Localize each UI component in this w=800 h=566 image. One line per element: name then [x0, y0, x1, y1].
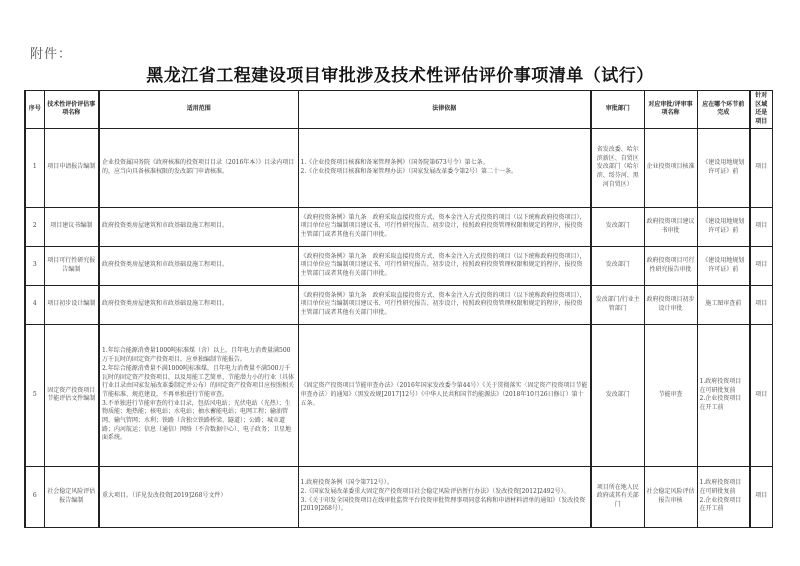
header-stage: 应在哪个环节前完成 [697, 91, 750, 129]
cell-stage: 《建设用地规划许可证》前 [697, 246, 750, 285]
stage-line: 2.企业投资项目在开工前 [699, 496, 742, 513]
scope-line: 3.不单独进行节能审查的行业目录，包括风电站；光伏电站（光热）；生物质能；地热能；核电站；水电站；抽水蓄能电站；电网工程；输油管网、输气管网；水利；铁路（含独立铁路桥梁、隧道）；公路；城市道路；内河航运；信息（通信）网络（不含数据中心）、电子政务；卫星地面系统。 [102, 399, 292, 442]
cell-related-approval: 政府投资项目可行性研究报告审批 [644, 246, 697, 285]
cell-target: 项目 [750, 207, 772, 246]
cell-scope: 政府投资类房屋建筑和市政基础设施工程项目。 [99, 285, 298, 324]
cell-legal-basis [298, 324, 591, 466]
header-approval-dept: 审批部门 [591, 91, 644, 129]
cell-related-approval: 社会稳定风险评估报告审核 [644, 466, 697, 527]
stage-line: 1.政府投资项目在可研批复前 [699, 479, 742, 496]
cell-related-approval: 政府投资项目初步设计审批 [644, 285, 697, 324]
cell-stage: 《建设用地规划许可证》前 [697, 207, 750, 246]
cell-seq: 1 [25, 128, 44, 207]
cell-seq: 3 [25, 246, 44, 285]
table-header-row [25, 91, 772, 129]
header-item-name: 技术性评价评估事项名称 [44, 91, 99, 129]
cell-approval-dept: 发改部门/行业主管部门 [591, 285, 644, 324]
evaluation-items-table [24, 90, 773, 528]
cell-target: 项目 [750, 128, 772, 207]
cell-scope [99, 324, 298, 466]
table-row [25, 207, 772, 246]
cell-seq: 6 [25, 466, 44, 527]
table-row [25, 128, 772, 207]
cell-stage [697, 466, 750, 527]
cell-scope: 重大项目。（详见发改投资[2019]268号文件） [99, 466, 298, 527]
legal-basis-line: 2.《企业投资项目核准和备案管理办法》（国家发展改革委令第2号）第二十一条。 [300, 167, 518, 175]
header-seq: 序号 [25, 91, 44, 129]
cell-target: 项目 [750, 324, 772, 466]
cell-legal-basis [298, 466, 591, 527]
cell-approval-dept: 发改部门 [591, 324, 644, 466]
cell-target: 项目 [750, 285, 772, 324]
scope-line: 2.年综合能源消费量不满1000吨标准煤，且年电力消费量不满500万千瓦时的固定资产投资项目，以及用能工艺简单、节能潜力小的行业（具体行业目录由国家发展改革委制定并公布）的固定资产投资项目应按照相关节能标准、规范建设，不再单独进行节能审查。 [102, 364, 295, 398]
table-row [25, 324, 772, 466]
cell-stage: 施工图审查前 [697, 285, 750, 324]
legal-basis-line: 3.《关于印发全国投资项目在线审批监管平台投资审批管理事项同意名称和申请材料清单的通知》（发改投资[2019]268号）。 [300, 496, 586, 513]
cell-approval-dept: 发改部门 [591, 207, 644, 246]
legal-basis-line: 《固定资产投资项目节能审查办法》（2016年国家发改委令第44号）《关于贯彻落实〈固定资产投资项目节能审查办法〉的通知》（黑发改规[2017]12号）《中华人民共和国节约能源法》（2018年10月26日修订）第十五条。 [300, 382, 588, 407]
cell-target: 项目 [750, 246, 772, 285]
scope-line: 1.年综合能源消费量1000吨标准煤（含）以上，且年电力消费量满500万千瓦时的固定资产投资项目，应单独编制节能报告。 [102, 347, 291, 364]
cell-scope: 企业投资属国务院《政府核准的投资项目目录（2016年本）》目录内项目的，应当向具备核准权限的发改部门申请核准。 [99, 128, 298, 207]
stage-line: 1.政府投资项目在可研批复前 [699, 377, 742, 394]
table-row [25, 285, 772, 324]
cell-related-approval: 节能审查 [644, 324, 697, 466]
cell-seq: 2 [25, 207, 44, 246]
cell-related-approval: 企业投资项目核准 [644, 128, 697, 207]
cell-seq: 5 [25, 324, 44, 466]
legal-basis-line: 2.《国家发展改革委重大固定资产投资项目社会稳定风险评估暂行办法》（发改投资[2012]2492号）。 [300, 488, 570, 496]
attachment-label: 附件： [30, 47, 73, 62]
legal-basis-line: 1.《企业投资项目核准和备案管理条例》（国务院第673号令）第七条。 [300, 159, 489, 167]
cell-legal-basis [298, 246, 591, 285]
cell-item-name: 项目初步设计编制 [44, 285, 99, 324]
cell-legal-basis [298, 128, 591, 207]
cell-item-name: 项目可行性研究报告编制 [44, 246, 99, 285]
cell-target: 项目 [750, 466, 772, 527]
cell-legal-basis [298, 207, 591, 246]
table-row [25, 466, 772, 527]
header-legal-basis: 法律依据 [298, 91, 591, 129]
cell-item-name: 社会稳定风险评估报告编制 [44, 466, 99, 527]
cell-item-name: 固定资产投资项目节能评估文件编制 [44, 324, 99, 466]
stage-line: 2.企业投资项目在开工前 [699, 395, 742, 411]
document-title: 黑龙江省工程建设项目审批涉及技术性评估评价事项清单（试行） [146, 66, 654, 86]
cell-scope: 政府投资类房屋建筑和市政基础设施工程项目。 [99, 246, 298, 285]
legal-basis-line: 《政府投资条例》第九条 政府采取直接投资方式、资本金注入方式投资的项目（以下统称政府投资项目），项目单位应当编制项目建议书、可行性研究报告、初步设计，按照政府投资管理权限和规定的程序，报投资主管部门或者其他有关部门审批。 [300, 291, 586, 317]
cell-approval-dept: 项目所在地人民政府或其有关部门 [591, 466, 644, 527]
cell-approval-dept: 省发改委、哈尔滨新区、自贸区发改部门（哈尔滨、绥芬河、黑河自贸区） [591, 128, 644, 207]
legal-basis-line: 1.政府投资条例（国令第712号）。 [300, 479, 393, 487]
cell-related-approval: 政府投资项目建议书审批 [644, 207, 697, 246]
header-scope: 适用范围 [99, 91, 298, 129]
legal-basis-line: 《政府投资条例》第九条 政府采取直接投资方式、资本金注入方式投资的项目（以下统称政府投资项目），项目单位应当编制项目建议书、可行性研究报告、初步设计，按照政府投资管理权限和规定的程序，报投资主管部门或者其他有关部门审批。 [300, 213, 586, 239]
cell-stage: 《建设用地规划许可证》前 [697, 128, 750, 207]
cell-seq: 4 [25, 285, 44, 324]
legal-basis-line: 《政府投资条例》第九条 政府采取直接投资方式、资本金注入方式投资的项目（以下统称政府投资项目），项目单位应当编制项目建议书、可行性研究报告、初步设计，按照政府投资管理权限和规定的程序，报投资主管部门或者其他有关部门审批。 [300, 252, 586, 278]
cell-approval-dept: 发改部门 [591, 246, 644, 285]
cell-stage [697, 324, 750, 466]
table-row [25, 246, 772, 285]
cell-legal-basis [298, 285, 591, 324]
header-related-approval: 对应审批/评审事项名称 [644, 91, 697, 129]
cell-item-name: 项目申请报告编制 [44, 128, 99, 207]
cell-item-name: 项目建议书编制 [44, 207, 99, 246]
cell-scope: 政府投资类房屋建筑和市政基础设施工程项目。 [99, 207, 298, 246]
header-target: 针对区域还是项目 [750, 91, 772, 129]
